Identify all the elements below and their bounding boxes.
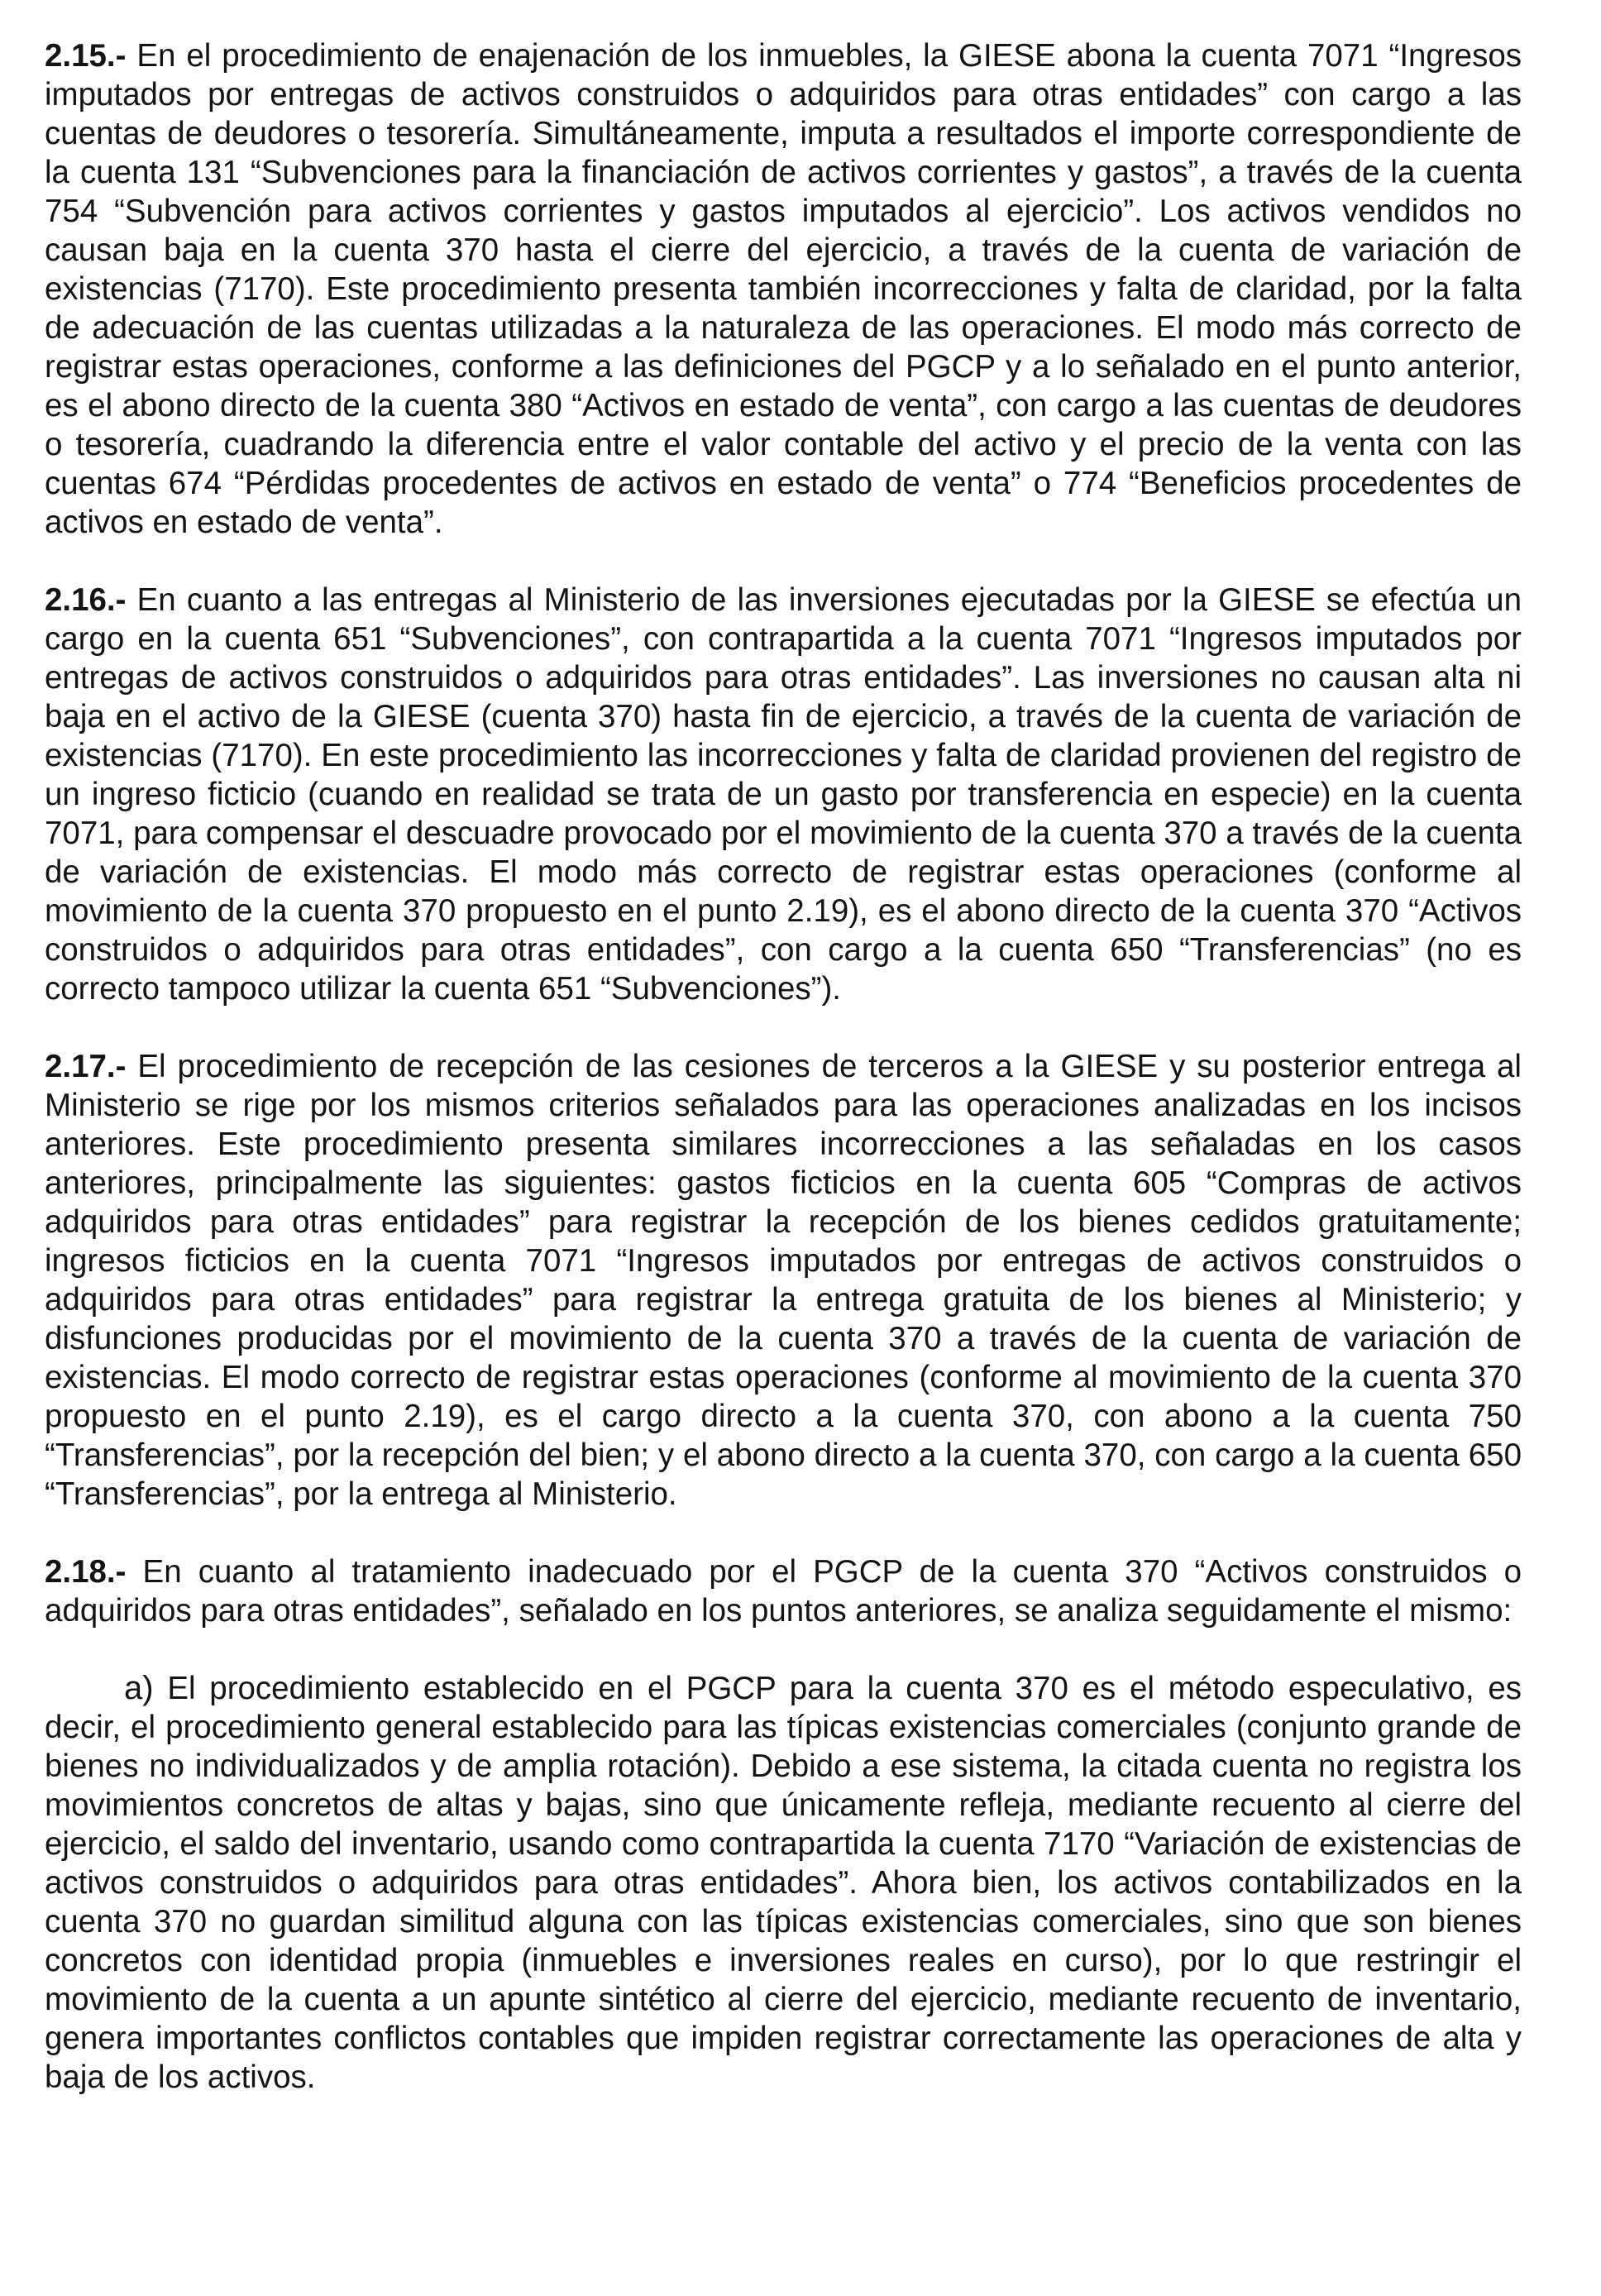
paragraph-number: 2.18.- (45, 1554, 127, 1590)
paragraph-2-18 (45, 1552, 1522, 1630)
subparagraph-a (45, 1669, 1522, 2097)
paragraph-number: 2.17.- (45, 1049, 127, 1084)
paragraph-number: 2.16.- (45, 582, 127, 618)
paragraph-text: En el procedimiento de enajenación de los inmuebles, la GIESE abona la cuenta 7071 “Ingresos imputados por entregas de activos construidos o adquiridos para otras entidades” con cargo a las cuentas de deudores o tesorería. Simultáneamente, imputa a resultados el importe correspondiente de la cuenta 131 “Subvenciones para la financiación de activos corrientes y gastos”, a través de la cuenta 754 “Subvención para activos corrientes y gastos imputados al ejercicio”. Los activos vendidos no causan baja en la cuenta 370 hasta el cierre del ejercicio, a través de la cuenta de variación de existencias (7170). Este procedimiento presenta también incorrecciones y falta de claridad, por la falta de adecuación de las cuentas utilizadas a la naturaleza de las operaciones. El modo más correcto de registrar estas operaciones, conforme a las definiciones del PGCP y a lo señalado en el punto anterior, es el abono directo de la cuenta 380 “Activos en estado de venta”, con cargo a las cuentas de deudores o tesorería, cuadrando la diferencia entre el valor contable del activo y el precio de la venta con las cuentas 674 “Pérdidas procedentes de activos en estado de venta” o 774 “Beneficios procedentes de activos en estado de venta”. (45, 38, 1522, 540)
document-page (45, 36, 1522, 2097)
paragraph-text: En cuanto al tratamiento inadecuado por el PGCP de la cuenta 370 “Activos construidos o adquiridos para otras entidades”, señalado en los puntos anteriores, se analiza seguidamente el mismo: (45, 1554, 1522, 1629)
subparagraph-text: El procedimiento establecido en el PGCP para la cuenta 370 es el método especulativo, es decir, el procedimiento general establecido para las típicas existencias comerciales (conjunto grande de bienes no individualizados y de amplia rotación). Debido a ese sistema, la citada cuenta no registra los movimientos concretos de altas y bajas, sino que únicamente refleja, mediante recuento al cierre del ejercicio, el saldo del inventario, usando como contrapartida la cuenta 7170 “Variación de existencias de activos construidos o adquiridos para otras entidades”. Ahora bien, los activos contabilizados en la cuenta 370 no guardan similitud alguna con las típicas existencias comerciales, sino que son bienes concretos con identidad propia (inmuebles e inversiones reales en curso), por lo que restringir el movimiento de la cuenta a un apunte sintético al cierre del ejercicio, mediante recuento de inventario, genera importantes conflictos contables que impiden registrar correctamente las operaciones de alta y baja de los activos. (45, 1671, 1522, 2095)
paragraph-2-17 (45, 1047, 1522, 1514)
paragraph-number: 2.15.- (45, 38, 127, 74)
paragraph-2-16 (45, 581, 1522, 1008)
subparagraph-marker: a) (124, 1670, 154, 1706)
paragraph-2-15 (45, 36, 1522, 542)
paragraph-text: En cuanto a las entregas al Ministerio de las inversiones ejecutadas por la GIESE se efectúa un cargo en la cuenta 651 “Subvenciones”, con contrapartida a la cuenta 7071 “Ingresos imputados por entregas de activos construidos o adquiridos para otras entidades”. Las inversiones no causan alta ni baja en el activo de la GIESE (cuenta 370) hasta fin de ejercicio, a través de la cuenta de variación de existencias (7170). En este procedimiento las incorrecciones y falta de claridad provienen del registro de un ingreso ficticio (cuando en realidad se trata de un gasto por transferencia en especie) en la cuenta 7071, para compensar el descuadre provocado por el movimiento de la cuenta 370 a través de la cuenta de variación de existencias. El modo más correcto de registrar estas operaciones (conforme al movimiento de la cuenta 370 propuesto en el punto 2.19), es el abono directo de la cuenta 370 “Activos construidos o adquiridos para otras entidades”, con cargo a la cuenta 650 “Transferencias” (no es correcto tampoco utilizar la cuenta 651 “Subvenciones”). (45, 582, 1522, 1007)
paragraph-text: El procedimiento de recepción de las cesiones de terceros a la GIESE y su posterior entrega al Ministerio se rige por los mismos criterios señalados para las operaciones analizadas en los incisos anteriores. Este procedimiento presenta similares incorrecciones a las señaladas en los casos anteriores, principalmente las siguientes: gastos ficticios en la cuenta 605 “Compras de activos adquiridos para otras entidades” para registrar la recepción de los bienes cedidos gratuitamente; ingresos ficticios en la cuenta 7071 “Ingresos imputados por entregas de activos construidos o adquiridos para otras entidades” para registrar la entrega gratuita de los bienes al Ministerio; y disfunciones producidas por el movimiento de la cuenta 370 a través de la cuenta de variación de existencias. El modo correcto de registrar estas operaciones (conforme al movimiento de la cuenta 370 propuesto en el punto 2.19), es el cargo directo a la cuenta 370, con abono a la cuenta 750 “Transferencias”, por la recepción del bien; y el abono directo a la cuenta 370, con cargo a la cuenta 650 “Transferencias”, por la entrega al Ministerio. (45, 1049, 1522, 1512)
